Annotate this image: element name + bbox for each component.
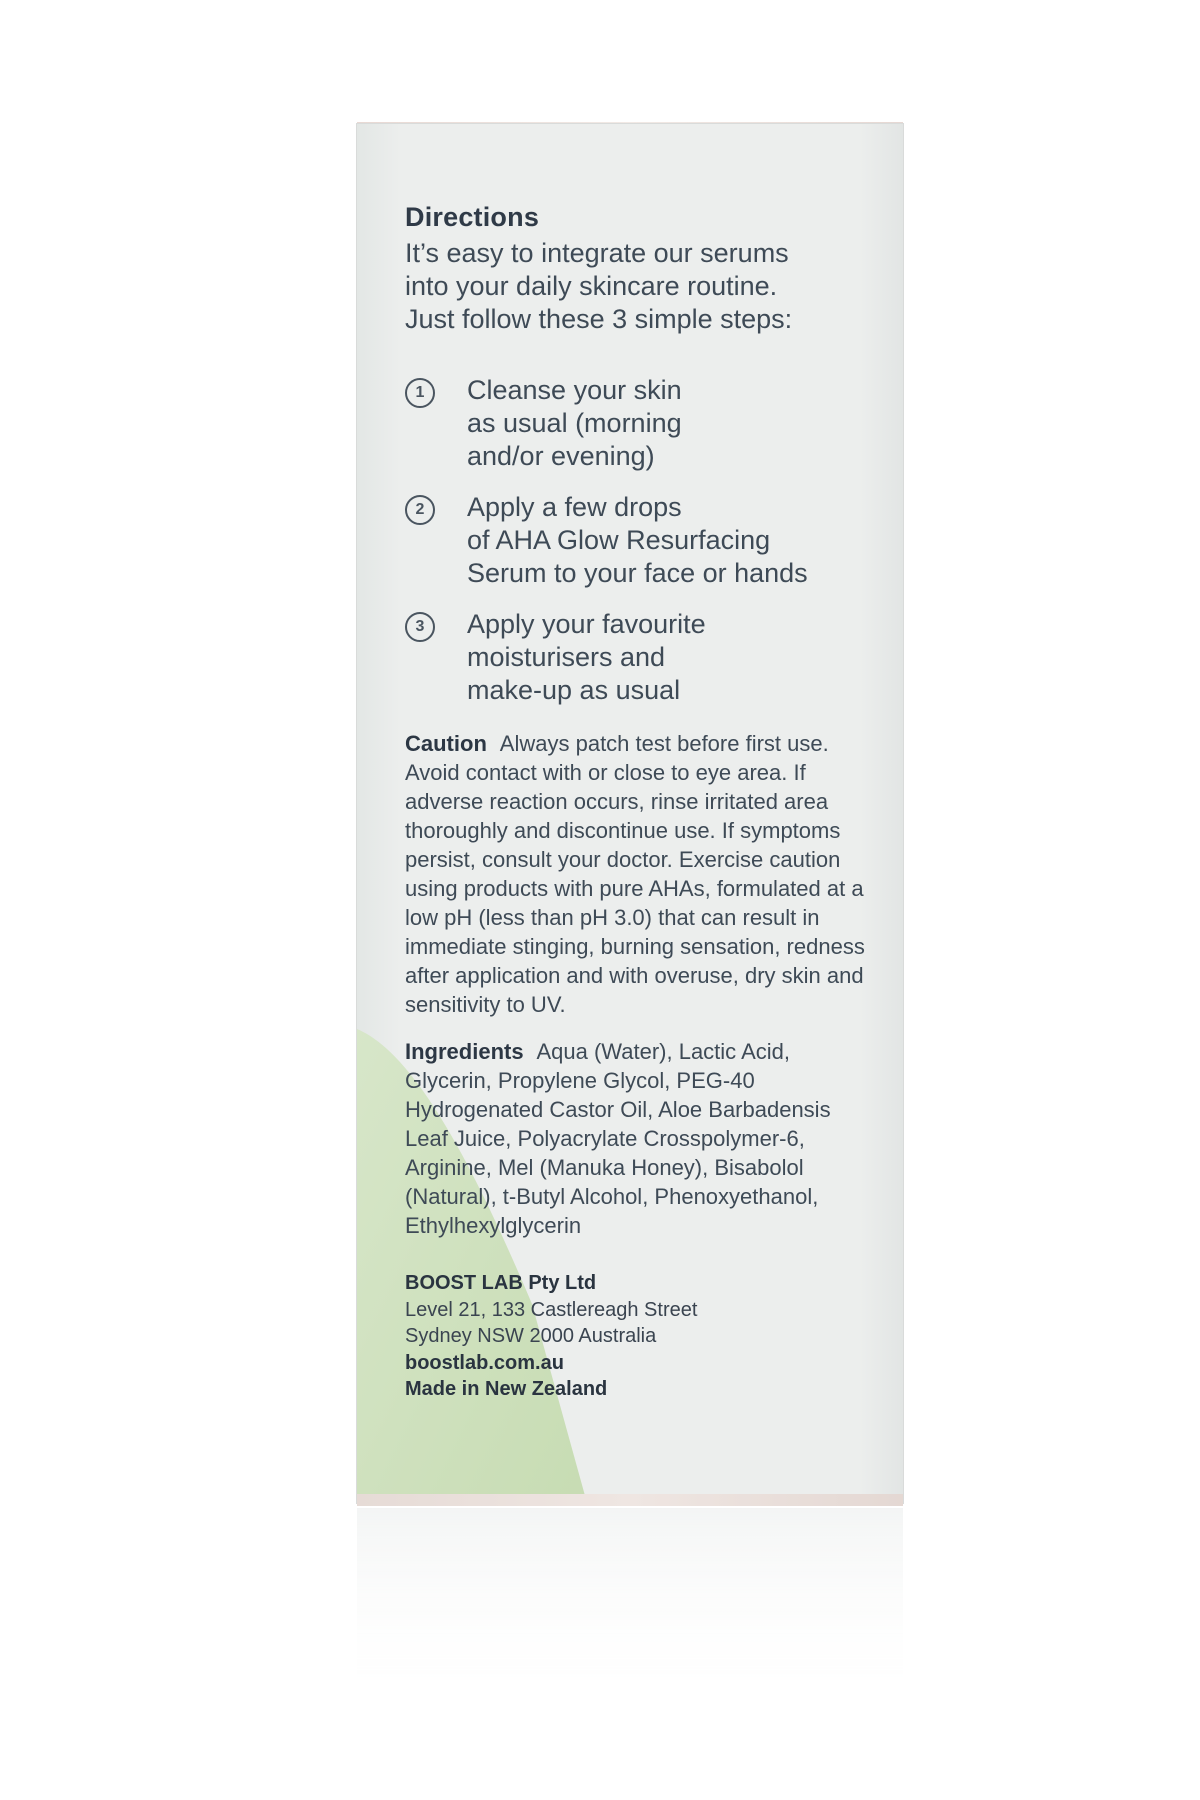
step-text: Apply your favourite moisturisers and make-up as usual xyxy=(467,609,706,705)
label-text-panel xyxy=(405,202,865,1403)
step-item xyxy=(405,374,865,473)
step-number-badge: 2 xyxy=(405,495,435,525)
caution-paragraph xyxy=(405,729,865,1019)
caution-label: Caution xyxy=(405,731,487,756)
step-item xyxy=(405,608,865,707)
steps-list xyxy=(405,374,865,707)
step-text: Apply a few drops of AHA Glow Resurfacing Serum to your face or hands xyxy=(467,492,808,588)
step-number-badge: 3 xyxy=(405,612,435,642)
company-address-line1: Level 21, 133 Castlereagh Street xyxy=(405,1298,698,1321)
ingredients-text: Aqua (Water), Lactic Acid, Glycerin, Propylene Glycol, PEG-40 Hydrogenated Castor Oil, Aloe Barbadensis Leaf Juice, Polyacrylate Crosspolymer-6, Arginine, Mel (Manuka Honey), Bisabolol (Natural), t-Butyl Alcohol, Phenoxyethanol, Ethylhexylglycerin xyxy=(405,1039,831,1238)
country-of-origin: Made in New Zealand xyxy=(405,1378,608,1400)
step-text: Cleanse your skin as usual (morning and/or evening) xyxy=(467,375,682,471)
caution-text: Always patch test before first use. Avoid contact with or close to eye area. If adverse reaction occurs, rinse irritated area thoroughly and discontinue use. If symptoms persist, consult your doctor. Exercise caution using products with pure AHAs, formulated at a low pH (less than pH 3.0) that can result in immediate stinging, burning sensation, redness after application and with overuse, dry skin and sensitivity to UV. xyxy=(405,731,865,1017)
box-bottom-edge xyxy=(357,1494,903,1506)
directions-heading: Directions xyxy=(405,202,540,232)
company-address-line2: Sydney NSW 2000 Australia xyxy=(405,1325,657,1347)
company-website: boostlab.com.au xyxy=(405,1351,564,1374)
directions-intro: It’s easy to integrate our serums into your daily skincare routine. Just follow these 3 simple steps: xyxy=(405,238,793,334)
step-number-badge: 1 xyxy=(405,378,435,408)
ingredients-paragraph xyxy=(405,1037,865,1240)
company-name: BOOST LAB Pty Ltd xyxy=(405,1272,597,1294)
company-info xyxy=(405,1270,865,1403)
step-item xyxy=(405,491,865,590)
ingredients-label: Ingredients xyxy=(405,1039,524,1064)
product-box-side-panel xyxy=(357,124,903,1503)
box-reflection xyxy=(357,1508,903,1708)
